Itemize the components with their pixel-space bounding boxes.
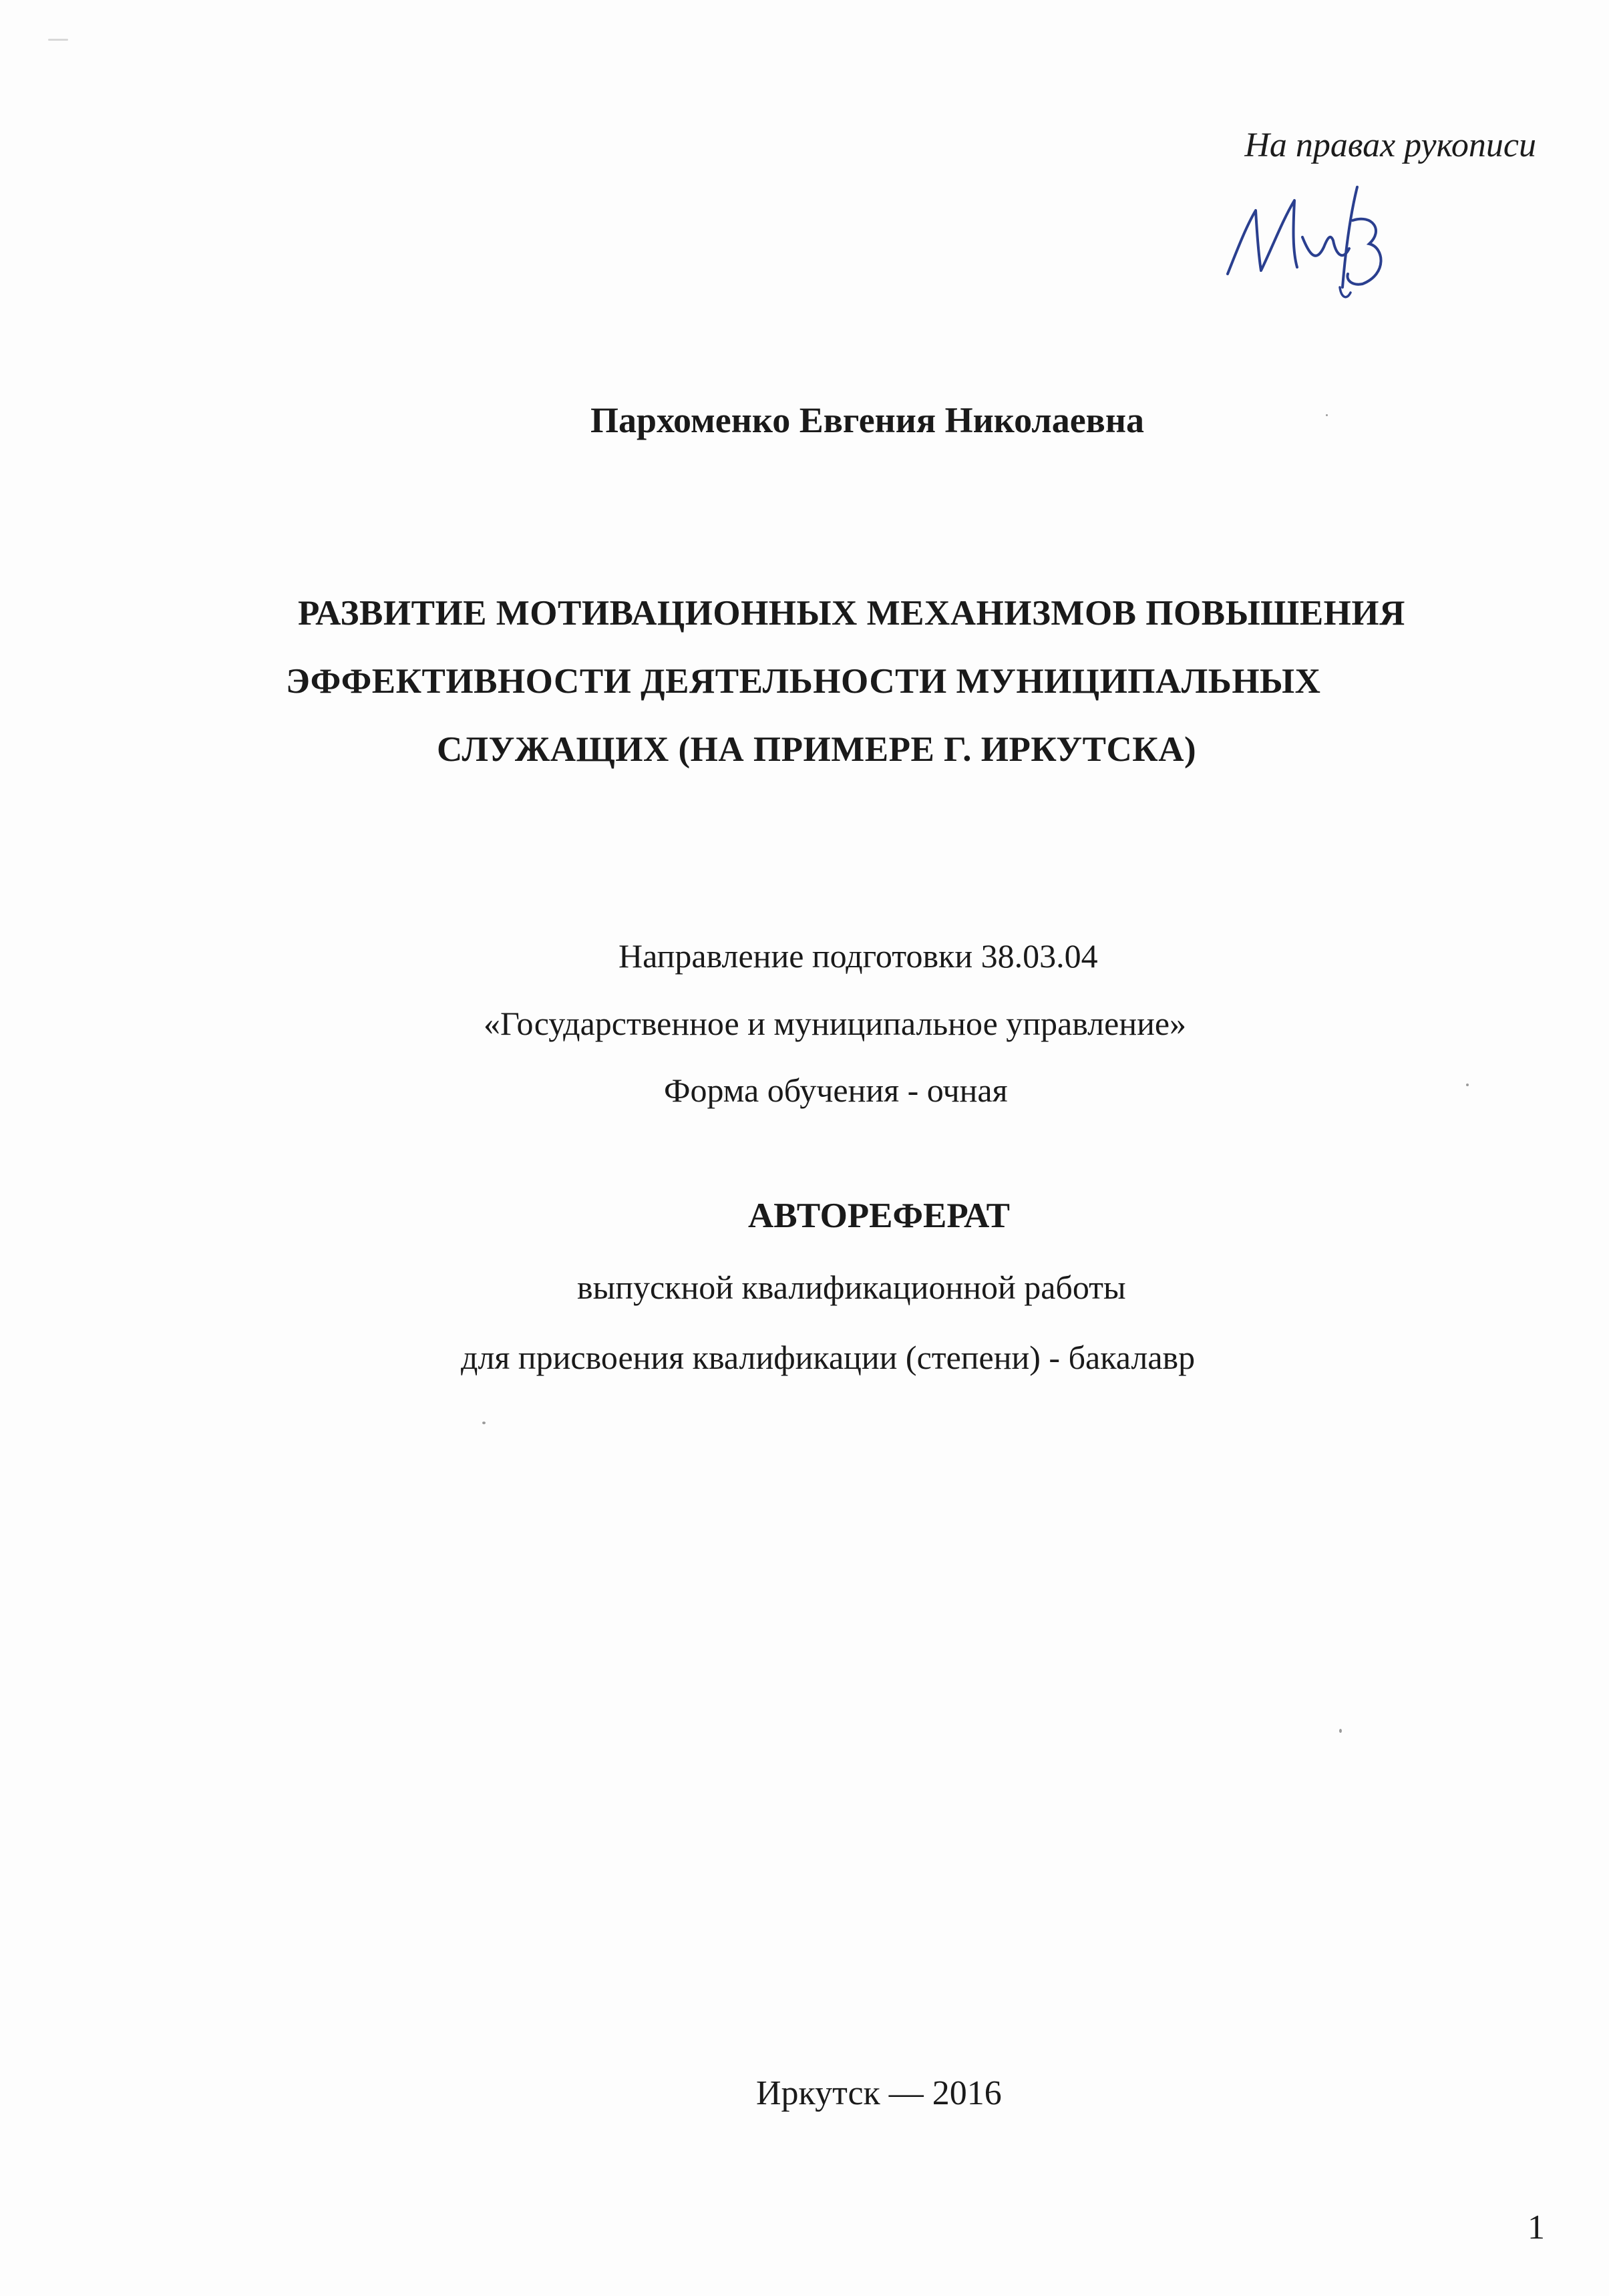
scan-speck	[1326, 414, 1328, 416]
thesis-title-line-1: РАЗВИТИЕ МОТИВАЦИОННЫХ МЕХАНИЗМОВ ПОВЫШЕНИЯ	[298, 594, 1405, 633]
city-and-year: Иркутск — 2016	[756, 2074, 1002, 2112]
manuscript-rights-note: На правах рукописи	[1244, 126, 1536, 164]
scan-speck	[1339, 1729, 1342, 1733]
abstract-heading: АВТОРЕФЕРАТ	[748, 1196, 1010, 1235]
thesis-title-line-3: СЛУЖАЩИХ (НА ПРИМЕРЕ Г. ИРКУТСКА)	[437, 730, 1197, 769]
scan-speck	[1466, 1084, 1469, 1086]
author-name: Пархоменко Евгения Николаевна	[590, 400, 1144, 440]
page-number: 1	[1528, 2208, 1545, 2247]
training-direction: Направление подготовки 38.03.04	[618, 937, 1098, 975]
abstract-subtitle-line-1: выпускной квалификационной работы	[577, 1269, 1126, 1306]
abstract-subtitle-line-2: для присвоения квалификации (степени) - бакалавр	[461, 1339, 1196, 1376]
thesis-title-line-2: ЭФФЕКТИВНОСТИ ДЕЯТЕЛЬНОСТИ МУНИЦИПАЛЬНЫХ	[286, 662, 1321, 701]
scan-speck	[482, 1422, 486, 1424]
study-form: Форма обучения - очная	[664, 1072, 1008, 1109]
scan-speck	[48, 39, 68, 41]
handwritten-signature	[1209, 174, 1409, 307]
program-name: «Государственное и муниципальное управление»	[484, 1005, 1187, 1042]
